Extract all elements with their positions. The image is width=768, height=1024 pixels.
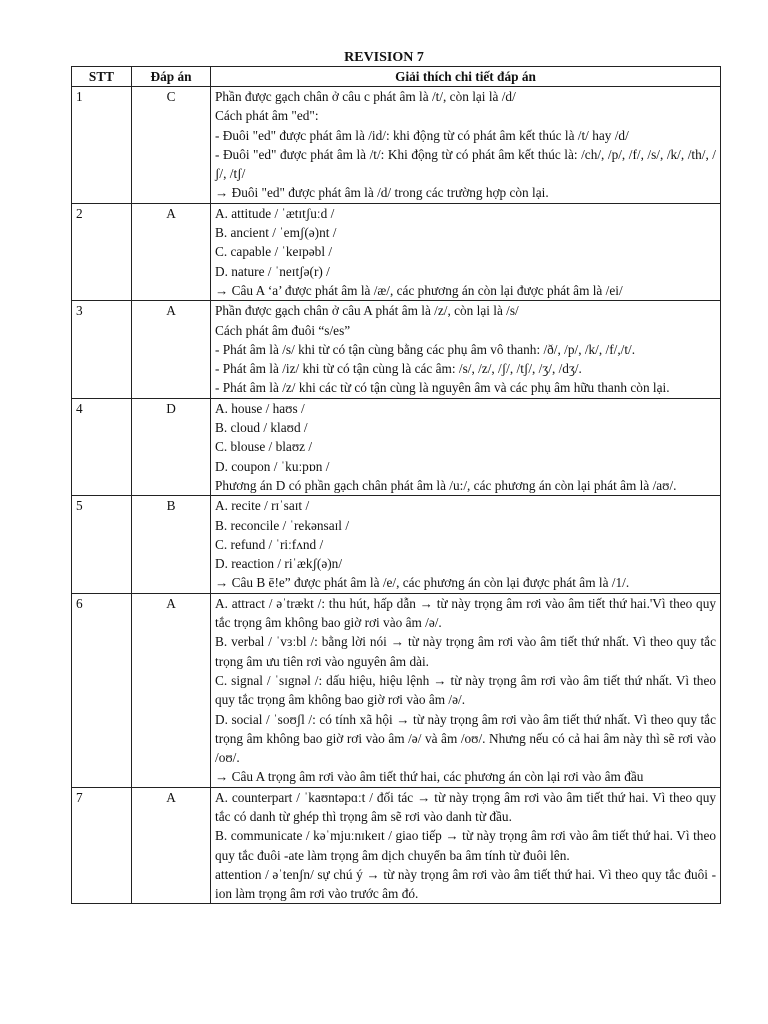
explanation-line: D. social / ˈsoʊʃl /: có tính xã hội → từ này trọng âm rơi vào âm tiết thứ nhất. Vì theo quy tắc trọng âm không bao giờ rơi vào âm /ə/ và âm /oʊ/. Nhưng nếu có cả hai âm này thì sẽ rơi vào /oʊ/. — [215, 711, 716, 766]
row-explanation — [211, 301, 721, 398]
table-row — [72, 301, 721, 398]
row-number: 2 — [72, 203, 132, 300]
explanation-line: Phương án D có phần gạch chân phát âm là /u:/, các phương án còn lại phát âm là /aʊ/. — [215, 477, 677, 493]
explanation-line: B. reconcile / ˈrekənsaɪl / — [215, 517, 350, 533]
row-answer: A — [132, 593, 211, 787]
explanation-line: Cách phát âm đuôi “s/es” — [215, 322, 351, 338]
explanation-line: A. attract / əˈtrækt /: thu hút, hấp dẫn → từ này trọng âm rơi vào âm tiết thứ hai.'Vì theo quy tắc trọng âm không bao giờ rơi vào âm /ə/. — [215, 595, 716, 631]
explanation-line: B. verbal / ˈvɜːbl /: bằng lời nói → từ này trọng âm rơi vào âm tiết thứ nhất. Vì theo quy tắc trọng âm ưu tiên rơi vào nguyên âm dài. — [215, 634, 716, 669]
page-title: REVISION 7 — [344, 50, 424, 65]
explanation-line: D. nature / ˈneɪtʃə(r) / — [215, 263, 330, 279]
table-row — [72, 593, 721, 787]
header-stt: STT — [72, 67, 132, 87]
explanation-line: - Phát âm là /s/ khi từ có tận cùng bằng các phụ âm vô thanh: /ð/, /p/, /k/, /f/,/t/. — [215, 341, 636, 357]
row-answer: B — [132, 496, 211, 593]
row-explanation — [211, 203, 721, 300]
explanation-line: B. cloud / klaʊd / — [215, 420, 308, 436]
explanation-line: A. counterpart / ˈkaʊntəpɑːt / đối tác → từ này trọng âm rơi vào âm tiết thứ hai. Vì theo quy tắc có danh từ ghép thì trọng âm sẽ rơi vào danh từ đầu. — [215, 789, 716, 824]
row-explanation — [211, 787, 721, 904]
row-number: 3 — [72, 301, 132, 398]
explanation-line: A. recite / rɪˈsaɪt / — [215, 498, 310, 514]
explanation-line: C. capable / ˈkeɪpəbl / — [215, 244, 333, 260]
table-row — [72, 203, 721, 300]
explanation-line: Phần được gạch chân ở câu A phát âm là /z/, còn lại là /s/ — [215, 303, 519, 319]
table-row — [72, 787, 721, 904]
explanation-line: C. refund / ˈriːfʌnd / — [215, 536, 324, 552]
row-number: 5 — [72, 496, 132, 593]
row-answer: A — [132, 203, 211, 300]
explanation-line: D. reaction / riˈækʃ(ə)n/ — [215, 556, 343, 572]
explanation-line: attention / əˈtenʃn/ sự chú ý → từ này trọng âm rơi vào âm tiết thứ hai. Vì theo quy tắc đuôi -ion làm trọng âm rơi vào trước âm đó. — [215, 866, 716, 902]
row-number: 7 — [72, 787, 132, 904]
explanation-line: C. blouse / blaʊz / — [215, 439, 313, 455]
header-answer: Đáp án — [132, 67, 211, 87]
row-explanation — [211, 87, 721, 204]
row-number: 4 — [72, 398, 132, 495]
row-explanation — [211, 398, 721, 495]
table-row — [72, 398, 721, 495]
explanation-line: C. signal / ˈsɪgnəl /: dấu hiệu, hiệu lệnh → từ này trọng âm rơi vào âm tiết thứ nhất. Vì theo quy tắc trọng âm không bao giờ rơi vào âm /ə/. — [215, 672, 716, 708]
explanation-line: - Phát âm là /iz/ khi từ có tận cùng là các âm: /s/, /z/, /ʃ/, /tʃ/, /ʒ/, /dʒ/. — [215, 361, 582, 377]
table-header-row — [72, 67, 721, 87]
explanation-line: Phần được gạch chân ở câu c phát âm là /t/, còn lại là /d/ — [215, 89, 516, 104]
explanation-line: A. house / haʊs / — [215, 400, 305, 416]
header-explanation: Giải thích chi tiết đáp án — [211, 67, 721, 87]
row-answer: A — [132, 301, 211, 398]
explanation-line: - Phát âm là /z/ khi các từ có tận cùng là nguyên âm và các phụ âm hữu thanh còn lại. — [215, 380, 670, 396]
answer-table — [71, 66, 721, 904]
row-explanation — [211, 593, 721, 787]
row-answer: C — [132, 87, 211, 204]
explanation-line: → Câu A trọng âm rơi vào âm tiết thứ hai, các phương án còn lại rơi vào âm đầu — [215, 769, 644, 785]
table-body — [72, 87, 721, 904]
table-row — [72, 87, 721, 204]
explanation-line: Cách phát âm "ed": — [215, 108, 319, 124]
explanation-line: → Đuôi "ed" được phát âm là /d/ trong các trường hợp còn lại. — [215, 185, 549, 201]
row-number: 1 — [72, 87, 132, 204]
table-row — [72, 496, 721, 593]
row-number: 6 — [72, 593, 132, 787]
explanation-line: - Đuôi "ed" được phát âm là /t/: Khi động từ có phát âm kết thúc là: /ch/, /p/, /f/, /s/, /k/, /th/, /ʃ/, /tʃ/ — [215, 146, 716, 182]
explanation-line: - Đuôi "ed" được phát âm là /id/: khi động từ có phát âm kết thúc là /t/ hay /d/ — [215, 127, 629, 143]
explanation-line: D. coupon / ˈkuːpɒn / — [215, 458, 330, 474]
explanation-line: B. ancient / ˈemʃ(ə)nt / — [215, 225, 337, 241]
explanation-line: B. communicate / kəˈmjuːnɪkeɪt / giao tiếp → từ này trọng âm rơi vào âm tiết thứ hai. Vì theo quy tắc đuôi -ate làm trọng âm dịch chuyển ba âm tính từ đuôi lên. — [215, 828, 716, 863]
row-answer: A — [132, 787, 211, 904]
explanation-line: A. attitude / ˈætɪtʃuːd / — [215, 205, 335, 221]
explanation-line: → Câu A ‘a’ được phát âm là /æ/, các phương án còn lại được phát âm là /ei/ — [215, 282, 623, 298]
row-explanation — [211, 496, 721, 593]
row-answer: D — [132, 398, 211, 495]
explanation-line: → Câu B ē!e” được phát âm là /e/, các phương án còn lại được phát âm là /1/. — [215, 575, 630, 591]
